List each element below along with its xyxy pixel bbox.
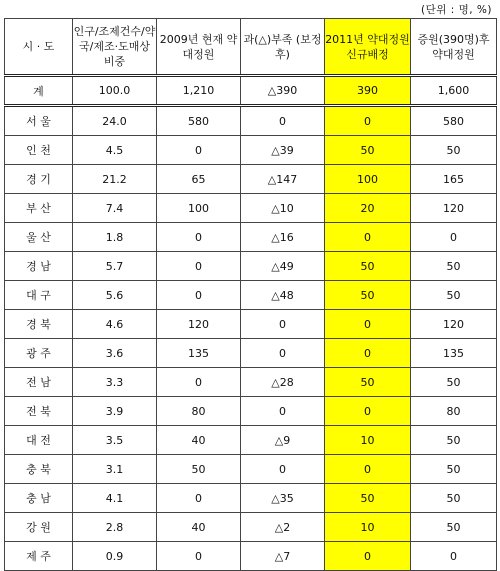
cell-gap: △10 (241, 194, 325, 223)
cell-current: 0 (157, 368, 241, 397)
cell-after: 50 (411, 484, 497, 513)
cell-gap: △16 (241, 223, 325, 252)
table-row (5, 484, 497, 513)
cell-region: 대 구 (5, 281, 73, 310)
cell-region: 충 남 (5, 484, 73, 513)
column-header: 인구/조제건수/약국/제조·도매상 비중 (73, 19, 157, 76)
cell-gap: △35 (241, 484, 325, 513)
cell-new: 0 (325, 339, 411, 368)
table-row (5, 223, 497, 252)
cell-gap: 0 (241, 339, 325, 368)
cell-new: 50 (325, 281, 411, 310)
cell-current: 0 (157, 281, 241, 310)
table-row (5, 106, 497, 136)
cell-region: 경 기 (5, 165, 73, 194)
cell-after: 165 (411, 165, 497, 194)
cell-region: 부 산 (5, 194, 73, 223)
cell-share: 0.9 (73, 542, 157, 571)
unit-note: (단위 : 명, %) (421, 4, 492, 16)
cell-after: 80 (411, 397, 497, 426)
cell-current: 40 (157, 513, 241, 542)
pharmacy-quota-table (4, 18, 497, 571)
table-row (5, 194, 497, 223)
cell-region: 강 원 (5, 513, 73, 542)
cell-new: 20 (325, 194, 411, 223)
table-row (5, 455, 497, 484)
total-row (5, 76, 497, 106)
cell-new: 50 (325, 368, 411, 397)
cell-share: 1.8 (73, 223, 157, 252)
cell-new: 0 (325, 455, 411, 484)
cell-after: 50 (411, 252, 497, 281)
cell-new: 0 (325, 106, 411, 136)
column-header: 2009년 현재 약대정원 (157, 19, 241, 76)
cell-new: 0 (325, 310, 411, 339)
cell-share: 3.1 (73, 455, 157, 484)
cell-current: 135 (157, 339, 241, 368)
cell-region: 서 울 (5, 106, 73, 136)
cell-share: 4.1 (73, 484, 157, 513)
cell-current: 580 (157, 106, 241, 136)
cell-current: 80 (157, 397, 241, 426)
cell-after: 50 (411, 136, 497, 165)
cell-after: 580 (411, 106, 497, 136)
cell-region: 인 천 (5, 136, 73, 165)
table-row (5, 136, 497, 165)
cell-current: 0 (157, 542, 241, 571)
cell-region: 대 전 (5, 426, 73, 455)
cell-new: 50 (325, 252, 411, 281)
cell-share: 5.6 (73, 281, 157, 310)
table-row (5, 310, 497, 339)
cell-region: 제 주 (5, 542, 73, 571)
cell-gap: △2 (241, 513, 325, 542)
cell-after: 50 (411, 455, 497, 484)
cell-region: 경 북 (5, 310, 73, 339)
table-row (5, 368, 497, 397)
cell-region: 광 주 (5, 339, 73, 368)
cell-after: 1,600 (411, 76, 497, 106)
cell-after: 50 (411, 426, 497, 455)
cell-share: 100.0 (73, 76, 157, 106)
cell-region: 전 북 (5, 397, 73, 426)
cell-new: 50 (325, 136, 411, 165)
cell-current: 120 (157, 310, 241, 339)
cell-region: 경 남 (5, 252, 73, 281)
cell-region: 전 남 (5, 368, 73, 397)
cell-share: 4.6 (73, 310, 157, 339)
cell-share: 21.2 (73, 165, 157, 194)
cell-current: 0 (157, 136, 241, 165)
cell-share: 2.8 (73, 513, 157, 542)
column-header: 시 · 도 (5, 19, 73, 76)
cell-region: 계 (5, 76, 73, 106)
cell-share: 3.3 (73, 368, 157, 397)
column-header: 과(△)부족 (보정 후) (241, 19, 325, 76)
cell-new: 0 (325, 223, 411, 252)
cell-current: 65 (157, 165, 241, 194)
cell-after: 50 (411, 513, 497, 542)
cell-current: 0 (157, 484, 241, 513)
cell-share: 3.9 (73, 397, 157, 426)
table-row (5, 339, 497, 368)
cell-new: 0 (325, 542, 411, 571)
column-header: 증원(390명)후 약대정원 (411, 19, 497, 76)
cell-gap: △39 (241, 136, 325, 165)
cell-current: 100 (157, 194, 241, 223)
table-row (5, 397, 497, 426)
cell-gap: △147 (241, 165, 325, 194)
cell-after: 50 (411, 281, 497, 310)
cell-gap: △390 (241, 76, 325, 106)
cell-after: 0 (411, 542, 497, 571)
cell-current: 1,210 (157, 76, 241, 106)
cell-share: 5.7 (73, 252, 157, 281)
cell-after: 0 (411, 223, 497, 252)
table-row (5, 165, 497, 194)
cell-gap: △28 (241, 368, 325, 397)
cell-gap: △48 (241, 281, 325, 310)
cell-gap: 0 (241, 310, 325, 339)
cell-share: 3.6 (73, 339, 157, 368)
cell-current: 50 (157, 455, 241, 484)
cell-after: 120 (411, 310, 497, 339)
table-row (5, 281, 497, 310)
cell-current: 0 (157, 252, 241, 281)
cell-current: 40 (157, 426, 241, 455)
cell-new: 10 (325, 513, 411, 542)
cell-region: 충 북 (5, 455, 73, 484)
cell-share: 24.0 (73, 106, 157, 136)
cell-new: 10 (325, 426, 411, 455)
cell-share: 3.5 (73, 426, 157, 455)
cell-new: 390 (325, 76, 411, 106)
table-header-row (5, 19, 497, 76)
cell-new: 0 (325, 397, 411, 426)
cell-gap: 0 (241, 397, 325, 426)
cell-new: 50 (325, 484, 411, 513)
table-row (5, 426, 497, 455)
cell-after: 135 (411, 339, 497, 368)
cell-current: 0 (157, 223, 241, 252)
cell-gap: △7 (241, 542, 325, 571)
table-row (5, 252, 497, 281)
cell-share: 7.4 (73, 194, 157, 223)
cell-region: 울 산 (5, 223, 73, 252)
column-header: 2011년 약대정원 신규배정 (325, 19, 411, 76)
cell-share: 4.5 (73, 136, 157, 165)
cell-after: 50 (411, 368, 497, 397)
table-row (5, 542, 497, 571)
cell-gap: △9 (241, 426, 325, 455)
table-row (5, 513, 497, 542)
cell-new: 100 (325, 165, 411, 194)
cell-after: 120 (411, 194, 497, 223)
cell-gap: △49 (241, 252, 325, 281)
cell-gap: 0 (241, 455, 325, 484)
cell-gap: 0 (241, 106, 325, 136)
